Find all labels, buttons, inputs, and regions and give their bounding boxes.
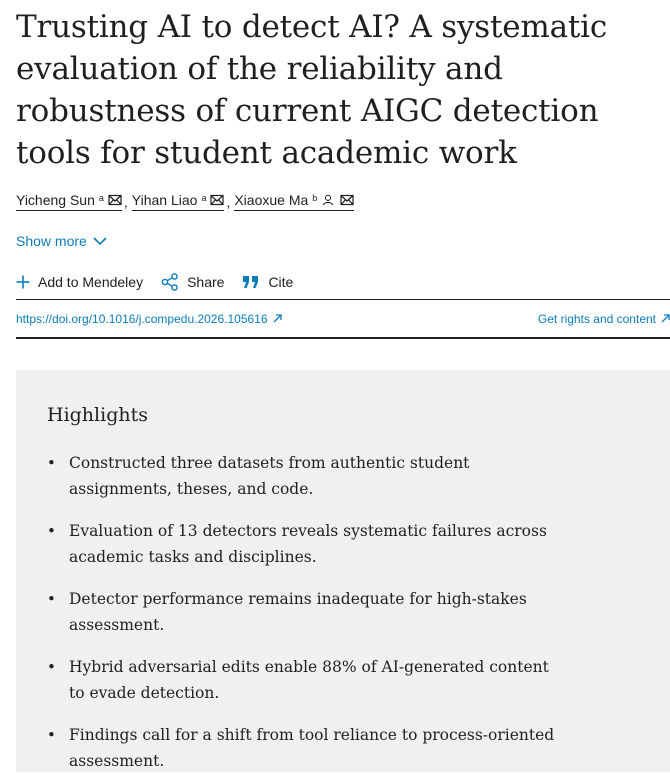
author-name: Xiaoxue Ma — [234, 192, 309, 208]
article-actions — [16, 273, 670, 291]
envelope-icon — [108, 194, 122, 206]
author-name: Yihan Liao — [131, 192, 198, 208]
cite-button[interactable] — [242, 274, 293, 290]
doi-bar — [16, 299, 670, 339]
highlights-list — [16, 450, 567, 774]
article-title: Trusting AI to detect AI? A systematic evaluation of the reliability and robustness of current AIGC detection tools for student academic work — [16, 9, 608, 171]
external-link-icon — [661, 314, 670, 323]
add-to-mendeley-button[interactable] — [16, 274, 143, 290]
get-rights-link[interactable] — [538, 312, 670, 326]
cite-label: Cite — [268, 274, 294, 290]
author-affiliation: a — [98, 193, 104, 203]
plus-icon — [16, 275, 30, 289]
quote-icon — [242, 275, 260, 289]
share-icon — [161, 273, 179, 291]
highlights-section — [16, 370, 670, 772]
article-header — [16, 0, 670, 339]
highlight-item: • Constructed three datasets from authentic student assignments, theses, and code. — [47, 450, 567, 502]
doi-text: https://doi.org/10.1016/j.compedu.2026.105616 — [16, 311, 268, 326]
person-icon — [321, 194, 335, 206]
highlights-heading: Highlights — [47, 404, 148, 426]
author-link-1[interactable] — [16, 192, 122, 211]
share-button[interactable] — [161, 273, 224, 291]
author-separator: , — [226, 193, 231, 210]
chevron-down-icon — [93, 236, 107, 246]
highlight-item: • Evaluation of 13 detectors reveals systematic failures across academic tasks and disciplines. — [47, 518, 567, 570]
envelope-icon — [210, 194, 224, 206]
highlight-item: • Findings call for a shift from tool reliance to process-oriented assessment. — [47, 722, 567, 774]
author-link-3[interactable] — [234, 192, 354, 211]
external-link-icon — [273, 314, 282, 323]
show-more-label: Show more — [16, 233, 87, 249]
author-separator: , — [123, 193, 128, 210]
highlight-item: • Hybrid adversarial edits enable 88% of AI-generated content to evade detection. — [47, 654, 567, 706]
author-name: Yicheng Sun — [16, 192, 95, 208]
author-link-2[interactable] — [132, 192, 225, 211]
highlight-item: • Detector performance remains inadequate for high-stakes assessment. — [47, 586, 567, 638]
author-affiliation: b — [312, 193, 318, 203]
author-affiliation: a — [201, 193, 207, 203]
author-list — [16, 192, 670, 211]
add-to-mendeley-label: Add to Mendeley — [38, 274, 144, 290]
doi-link[interactable] — [16, 312, 282, 326]
get-rights-text: Get rights and content — [537, 311, 656, 326]
envelope-icon — [340, 194, 354, 206]
show-more-button[interactable] — [16, 233, 670, 249]
share-label: Share — [187, 274, 225, 290]
